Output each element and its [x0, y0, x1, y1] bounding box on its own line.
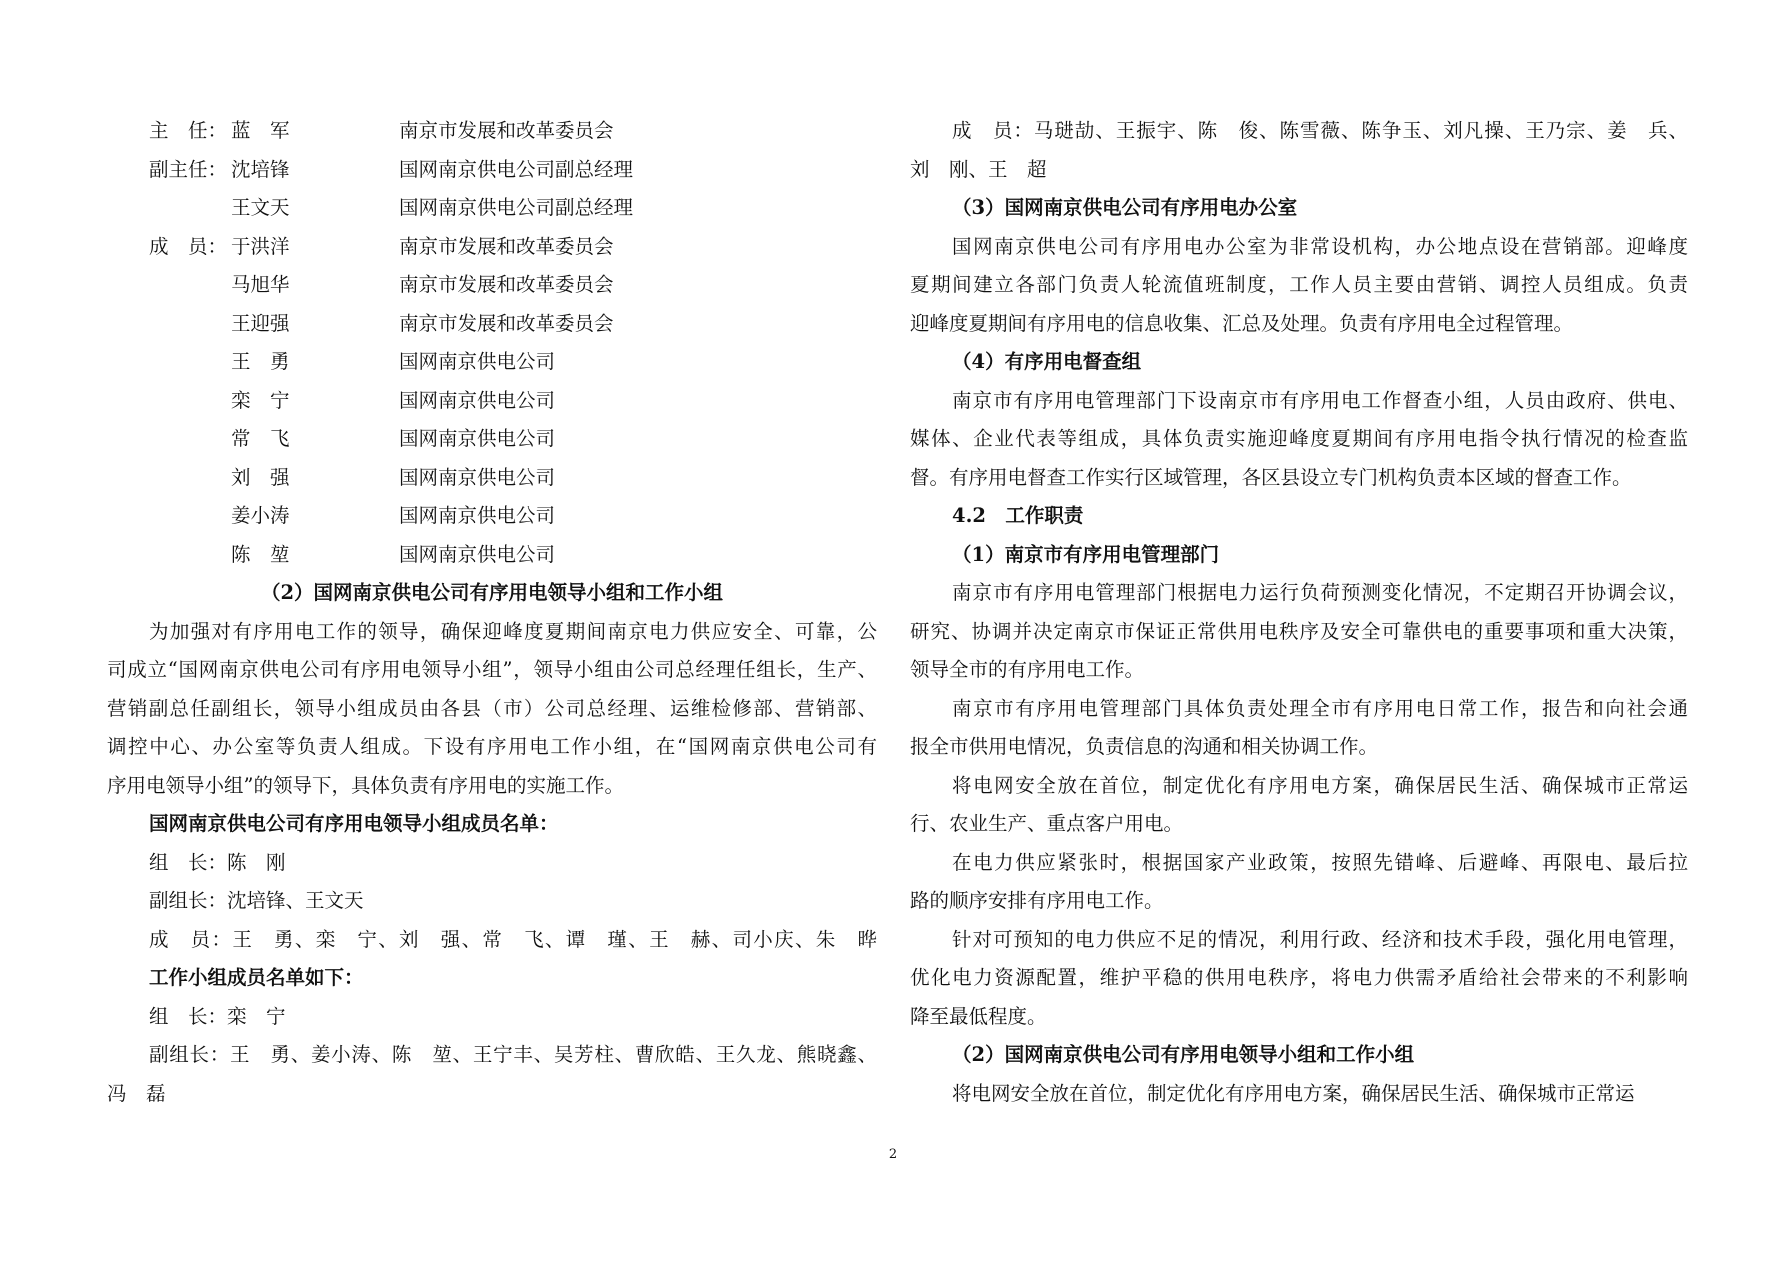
duty-1-paragraph-5 [910, 921, 1688, 1037]
committee-name: 王迎强 [231, 311, 290, 335]
duty-2-heading: （2）国网南京供电公司有序用电领导小组和工作小组 [952, 1043, 1415, 1066]
committee-org: 国网南京供电公司 [399, 388, 556, 412]
work-group-members-continued: 刘 刚、王 超 [910, 157, 1047, 181]
committee-role: 主 任： [149, 119, 228, 142]
section-4-heading: （4）有序用电督查组 [952, 350, 1142, 373]
work-group-deputy-continued: 冯 磊 [107, 1081, 166, 1105]
committee-row [107, 112, 877, 151]
committee-role [107, 189, 231, 228]
committee-name: 沈培锋 [231, 157, 290, 181]
committee-name: 刘 强 [231, 465, 290, 489]
paragraph-line: 夏期间建立各部门负责人轮流值班制度，工作人员主要由营销、调控人员组成。负责 [910, 273, 1688, 296]
committee-role [107, 536, 231, 575]
committee-row [107, 228, 877, 267]
committee-row [107, 189, 877, 228]
committee-role [107, 305, 231, 344]
committee-name: 于洪洋 [231, 234, 290, 258]
committee-org: 南京市发展和改革委员会 [399, 311, 614, 335]
committee-row [107, 382, 877, 421]
leader-list-heading: 国网南京供电公司有序用电领导小组成员名单： [149, 812, 559, 835]
paragraph-line: 迎峰度夏期间有序用电的信息收集、汇总及处理。负责有序用电全过程管理。 [910, 311, 1574, 335]
paragraph-line: 在电力供应紧张时，根据国家产业政策，按照先错峰、后避峰、再限电、最后拉 [952, 850, 1688, 874]
committee-org: 南京市发展和改革委员会 [399, 234, 614, 258]
committee-name: 蓝 军 [231, 119, 290, 142]
work-group-deputy: 副组长：王 勇、姜小涛、陈 堃、王宁丰、吴芳柱、曹欣皓、王久龙、熊晓鑫、 [149, 1043, 877, 1066]
committee-role [107, 420, 231, 459]
page-number: 2 [888, 1147, 898, 1162]
committee-role: 成 员： [149, 234, 228, 258]
paragraph-line: 优化电力资源配置，维护平稳的供用电秩序，将电力供需矛盾给社会带来的不利影响 [910, 966, 1688, 989]
paragraph-line: 调控中心、办公室等负责人组成。下设有序用电工作小组，在“国网南京供电公司有 [107, 735, 877, 758]
committee-name: 常 飞 [231, 427, 290, 450]
paragraph-line: 路的顺序安排有序用电工作。 [910, 889, 1164, 912]
paragraph-line: 研究、协调并决定南京市保证正常供用电秩序及安全可靠供电的重要事项和重大决策， [910, 619, 1688, 643]
committee-org: 国网南京供电公司 [399, 350, 556, 373]
paragraph-line: 南京市有序用电管理部门具体负责处理全市有序用电日常工作，报告和向社会通 [952, 696, 1688, 720]
committee-org: 国网南京供电公司 [399, 465, 556, 489]
leader-list-deputy: 副组长：沈培锋、王文天 [149, 889, 364, 912]
committee-row [107, 305, 877, 344]
duty-1-paragraph-4 [910, 844, 1688, 921]
paragraph-line: 营销副总任副组长，领导小组成员由各县（市）公司总经理、运维检修部、营销部、 [107, 696, 877, 720]
duty-2-paragraph [910, 1075, 1688, 1114]
committee-name: 马旭华 [231, 273, 290, 296]
paragraph-line: 媒体、企业代表等组成，具体负责实施迎峰度夏期间有序用电指令执行情况的检查监 [910, 427, 1688, 450]
section-2-paragraph [107, 613, 877, 806]
paragraph-line: 行、农业生产、重点客户用电。 [910, 812, 1184, 835]
committee-name: 陈 堃 [231, 542, 290, 566]
right-column [910, 112, 1688, 1113]
paragraph-line: 领导全市的有序用电工作。 [910, 658, 1145, 681]
leader-list-leader: 组 长：陈 刚 [149, 850, 286, 874]
committee-org: 国网南京供电公司副总经理 [399, 157, 634, 181]
left-column [107, 112, 877, 1113]
committee-org: 国网南京供电公司 [399, 542, 556, 566]
committee-role [107, 497, 231, 536]
committee-row [107, 151, 877, 190]
work-group-heading: 工作小组成员名单如下： [149, 966, 364, 989]
committee-org: 南京市发展和改革委员会 [399, 273, 614, 296]
paragraph-line: 报全市供用电情况，负责信息的沟通和相关协调工作。 [910, 735, 1379, 758]
committee-name: 栾 宁 [231, 388, 290, 412]
work-group-leader: 组 长：栾 宁 [149, 1004, 286, 1028]
paragraph-line: 司成立“国网南京供电公司有序用电领导小组”，领导小组由公司总经理任组长，生产、 [107, 658, 877, 681]
duty-1-heading: （1）南京市有序用电管理部门 [952, 542, 1220, 566]
paragraph-line: 督。有序用电督查工作实行区域管理，各区县设立专门机构负责本区域的督查工作。 [910, 465, 1632, 489]
section-4-paragraph [910, 382, 1688, 498]
committee-name: 姜小涛 [231, 504, 290, 527]
paragraph-line: 南京市有序用电管理部门根据电力运行负荷预测变化情况，不定期召开协调会议， [952, 581, 1688, 604]
committee-role [107, 343, 231, 382]
paragraph-line: 针对可预知的电力供应不足的情况，利用行政、经济和技术手段，强化用电管理， [952, 927, 1688, 951]
committee-row [107, 459, 877, 498]
committee-role [107, 382, 231, 421]
leader-list-members: 成 员：王 勇、栾 宁、刘 强、常 飞、谭 瑾、王 赫、司小庆、朱 晔 [149, 927, 877, 951]
committee-role: 副主任： [149, 157, 228, 181]
paragraph-line: 降至最低程度。 [910, 1004, 1047, 1028]
committee-org: 国网南京供电公司副总经理 [399, 196, 634, 219]
committee-role [107, 459, 231, 498]
paragraph-line: 序用电领导小组”的领导下，具体负责有序用电的实施工作。 [107, 773, 624, 797]
committee-row [107, 420, 877, 459]
paragraph-line: 南京市有序用电管理部门下设南京市有序用电工作督查小组，人员由政府、供电、 [952, 388, 1688, 412]
committee-org: 国网南京供电公司 [399, 504, 556, 527]
work-group-members: 成 员：马琎劼、王振宇、陈 俊、陈雪薇、陈争玉、刘凡操、王乃宗、姜 兵、 [952, 119, 1688, 142]
section-3-heading: （3）国网南京供电公司有序用电办公室 [952, 196, 1298, 219]
committee-org: 南京市发展和改革委员会 [399, 119, 614, 142]
committee-row [107, 536, 877, 575]
committee-role [107, 266, 231, 305]
duty-1-paragraph-2 [910, 690, 1688, 767]
committee-name: 王 勇 [231, 350, 290, 373]
committee-row [107, 497, 877, 536]
paragraph-line: 将电网安全放在首位，制定优化有序用电方案，确保居民生活、确保城市正常运 [952, 1081, 1635, 1105]
committee-name: 王文天 [231, 196, 290, 219]
committee-org: 国网南京供电公司 [399, 427, 556, 450]
section-3-paragraph [910, 228, 1688, 344]
section-4-2-heading: 4.2 工作职责 [952, 504, 1084, 527]
duty-1-paragraph-3 [910, 767, 1688, 844]
committee-row [107, 343, 877, 382]
paragraph-line: 为加强对有序用电工作的领导，确保迎峰度夏期间南京电力供应安全、可靠，公 [149, 619, 877, 643]
duty-1-paragraph-1 [910, 574, 1688, 690]
committee-row [107, 266, 877, 305]
section-2-heading: （2）国网南京供电公司有序用电领导小组和工作小组 [260, 581, 724, 604]
committee-list [107, 112, 877, 574]
paragraph-line: 将电网安全放在首位，制定优化有序用电方案，确保居民生活、确保城市正常运 [952, 773, 1688, 797]
paragraph-line: 国网南京供电公司有序用电办公室为非常设机构，办公地点设在营销部。迎峰度 [952, 234, 1688, 258]
